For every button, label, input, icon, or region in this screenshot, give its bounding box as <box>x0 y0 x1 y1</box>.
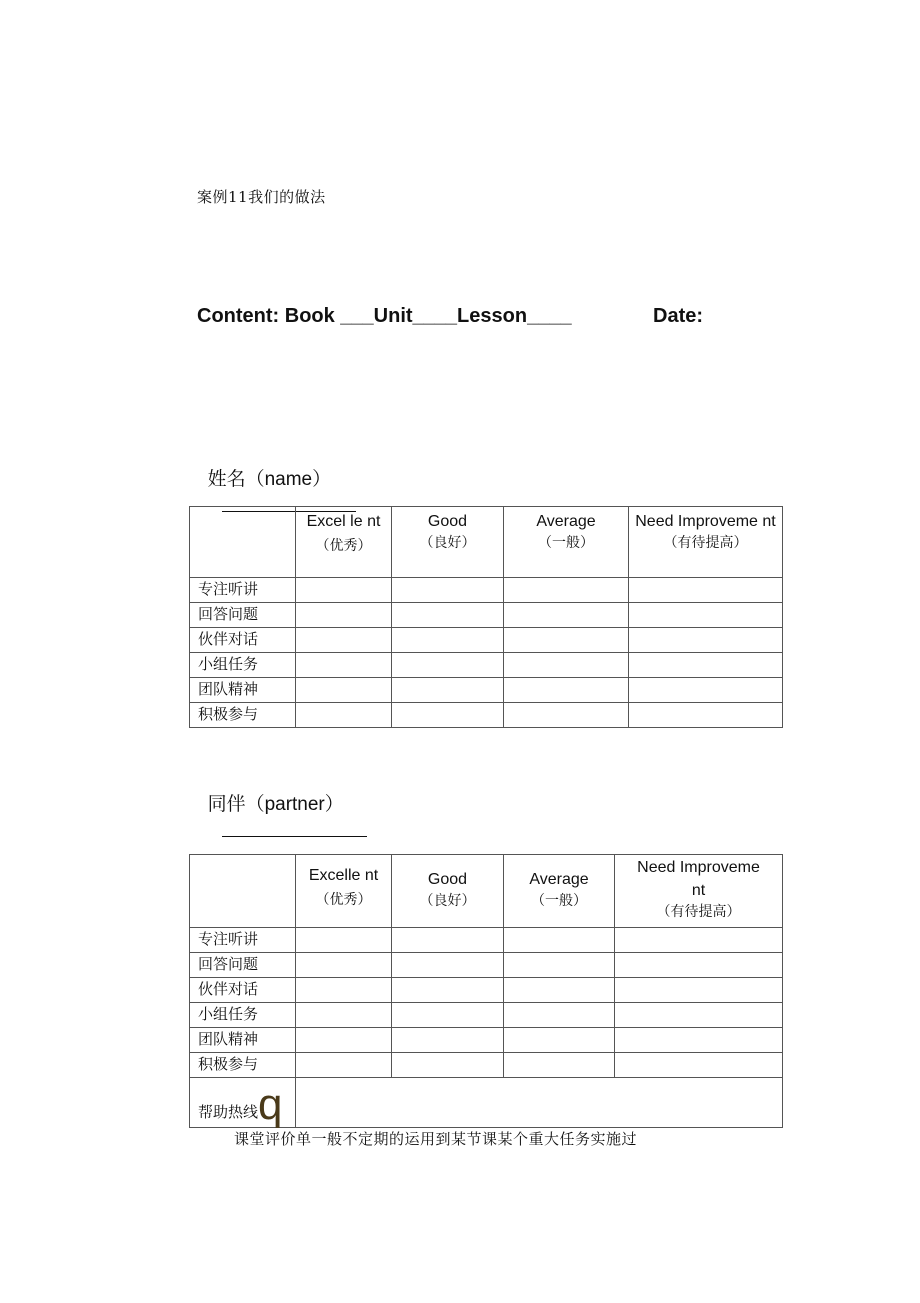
table-row <box>190 1053 783 1078</box>
header-blank-cell <box>190 855 296 928</box>
rating-cell[interactable] <box>504 628 629 653</box>
rating-cell[interactable] <box>629 678 783 703</box>
rating-cell[interactable] <box>296 1053 392 1078</box>
hotline-label-cell <box>190 1078 296 1128</box>
header-en: Average <box>536 513 596 530</box>
header-excellent <box>296 507 392 578</box>
row-label: 积极参与 <box>190 703 296 728</box>
header-cn: （一般） <box>531 893 587 909</box>
table-row <box>190 703 783 728</box>
row-label: 团队精神 <box>190 1028 296 1053</box>
rating-cell[interactable] <box>296 678 392 703</box>
table-row <box>190 953 783 978</box>
row-label: 伙伴对话 <box>190 978 296 1003</box>
header-en: Good <box>427 871 468 888</box>
rating-cell[interactable] <box>504 1028 615 1053</box>
rating-cell[interactable] <box>296 1028 392 1053</box>
rating-cell[interactable] <box>392 1003 504 1028</box>
table-header-row <box>190 507 783 578</box>
partner-heading <box>197 767 367 843</box>
rating-cell[interactable] <box>296 928 392 953</box>
rating-cell[interactable] <box>392 1028 504 1053</box>
rating-cell[interactable] <box>296 603 392 628</box>
rating-cell[interactable] <box>392 678 504 703</box>
header-good <box>392 507 504 578</box>
row-label: 伙伴对话 <box>190 628 296 653</box>
rating-cell[interactable] <box>504 928 615 953</box>
rating-cell[interactable] <box>615 953 783 978</box>
row-label: 专注听讲 <box>190 928 296 953</box>
partner-blank[interactable] <box>222 816 367 837</box>
partner-evaluation-table <box>189 854 783 1128</box>
rating-cell[interactable] <box>615 1028 783 1053</box>
rating-cell[interactable] <box>504 678 629 703</box>
row-label: 小组任务 <box>190 653 296 678</box>
header-cn: （良好） <box>419 535 476 551</box>
header-cn: （优秀） <box>315 892 372 908</box>
table-row <box>190 1003 783 1028</box>
hotline-cell[interactable] <box>296 1078 783 1128</box>
rating-cell[interactable] <box>504 703 629 728</box>
footer-note: 课堂评价单一般不定期的运用到某节课某个重大任务实施过 <box>234 1130 638 1148</box>
header-cn: （优秀） <box>315 538 372 554</box>
rating-cell[interactable] <box>615 978 783 1003</box>
header-cn: （良好） <box>419 893 476 909</box>
rating-cell[interactable] <box>504 1003 615 1028</box>
header-blank-cell <box>190 507 296 578</box>
rating-cell[interactable] <box>296 1003 392 1028</box>
rating-cell[interactable] <box>296 703 392 728</box>
rating-cell[interactable] <box>615 1053 783 1078</box>
header-cn: （有待提高） <box>656 904 741 920</box>
header-en: Excelle nt <box>308 867 379 884</box>
header-en: Good <box>427 513 468 530</box>
header-en: Average <box>529 871 589 888</box>
rating-cell[interactable] <box>392 928 504 953</box>
rating-cell[interactable] <box>504 653 629 678</box>
header-good <box>392 855 504 928</box>
table-row <box>190 578 783 603</box>
table-row <box>190 1028 783 1053</box>
hotline-row <box>190 1078 783 1128</box>
rating-cell[interactable] <box>296 978 392 1003</box>
rating-cell[interactable] <box>392 578 504 603</box>
header-need-improvement <box>615 855 783 928</box>
header-cn: （一般） <box>538 535 594 551</box>
table-row <box>190 678 783 703</box>
rating-cell[interactable] <box>296 953 392 978</box>
rating-cell[interactable] <box>392 603 504 628</box>
header-average <box>504 855 615 928</box>
header-en: Need Improveme nt <box>635 513 776 530</box>
header-need-improvement <box>629 507 783 578</box>
rating-cell[interactable] <box>504 953 615 978</box>
rating-cell[interactable] <box>392 978 504 1003</box>
rating-cell[interactable] <box>296 653 392 678</box>
name-label: 姓名（name） <box>207 469 332 490</box>
header-excellent <box>296 855 392 928</box>
rating-cell[interactable] <box>629 603 783 628</box>
rating-cell[interactable] <box>629 653 783 678</box>
table-row <box>190 928 783 953</box>
rating-cell[interactable] <box>504 1053 615 1078</box>
rating-cell[interactable] <box>392 703 504 728</box>
rating-cell[interactable] <box>392 1053 504 1078</box>
hotline-glyph: q <box>258 1080 283 1129</box>
rating-cell[interactable] <box>392 628 504 653</box>
table-row <box>190 653 783 678</box>
row-label: 小组任务 <box>190 1003 296 1028</box>
header-cn: （有待提高） <box>663 535 748 551</box>
rating-cell[interactable] <box>296 578 392 603</box>
rating-cell[interactable] <box>296 628 392 653</box>
rating-cell[interactable] <box>504 578 629 603</box>
table-header-row <box>190 855 783 928</box>
header-en: Excel le nt <box>306 513 381 530</box>
self-evaluation-table <box>189 506 783 728</box>
header-average <box>504 507 629 578</box>
rating-cell[interactable] <box>615 1003 783 1028</box>
rating-cell[interactable] <box>392 953 504 978</box>
rating-cell[interactable] <box>629 703 783 728</box>
case-title: 案例11我们的做法 <box>197 188 326 206</box>
row-label: 回答问题 <box>190 953 296 978</box>
header-en: Need Improveme nt <box>637 859 760 899</box>
row-label: 专注听讲 <box>190 578 296 603</box>
rating-cell[interactable] <box>504 978 615 1003</box>
content-line: Content: Book ___Unit____Lesson____ <box>197 305 572 327</box>
rating-cell[interactable] <box>615 928 783 953</box>
rating-cell[interactable] <box>392 653 504 678</box>
row-label: 团队精神 <box>190 678 296 703</box>
table-row <box>190 978 783 1003</box>
date-label: Date: <box>653 305 704 327</box>
row-label: 回答问题 <box>190 603 296 628</box>
row-label: 积极参与 <box>190 1053 296 1078</box>
partner-label: 同伴（partner） <box>207 794 344 815</box>
rating-cell[interactable] <box>504 603 629 628</box>
hotline-label: 帮助热线 <box>198 1103 259 1121</box>
rating-cell[interactable] <box>629 578 783 603</box>
table-row <box>190 628 783 653</box>
rating-cell[interactable] <box>629 628 783 653</box>
table-row <box>190 603 783 628</box>
